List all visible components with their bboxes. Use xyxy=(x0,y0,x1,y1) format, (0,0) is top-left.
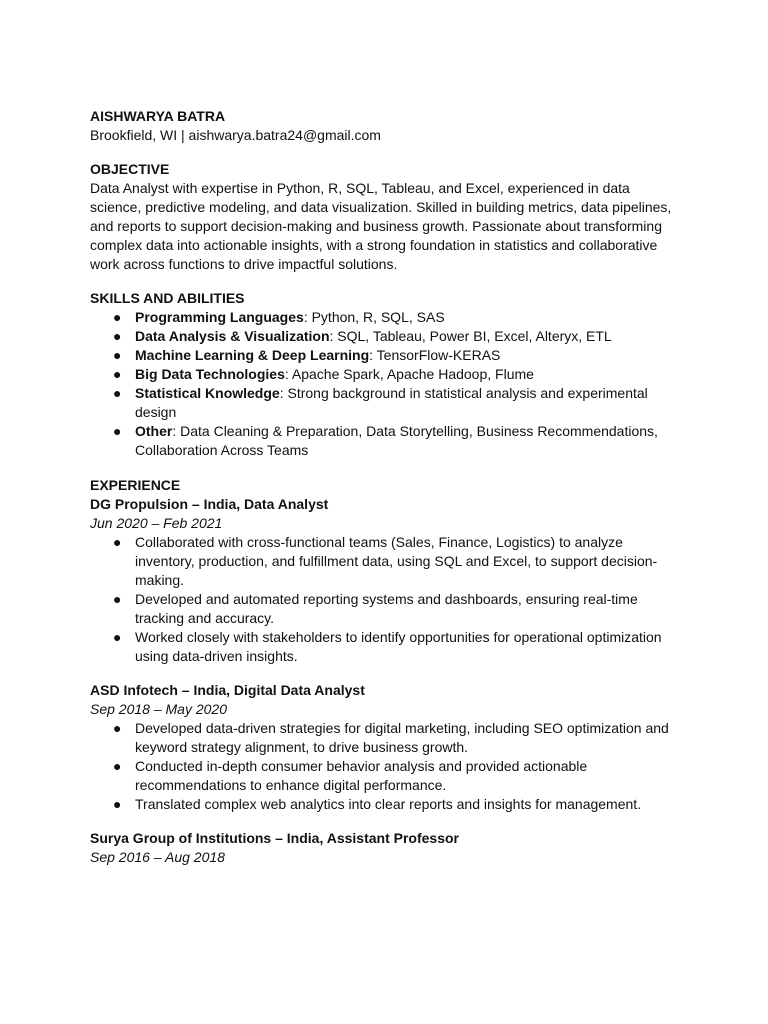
bullet-icon: ● xyxy=(113,534,122,550)
skill-item xyxy=(90,365,678,384)
job-title: ASD Infotech – India, Digital Data Analyst xyxy=(90,682,365,698)
skill-label: Data Analysis & Visualization xyxy=(135,328,330,344)
skill-text: : SQL, Tableau, Power BI, Excel, Alteryx, ETL xyxy=(329,328,612,344)
job-bullet xyxy=(90,719,678,757)
skill-text: : Data Cleaning & Preparation, Data Storytelling, Business Recommendations, Collaboration Across Teams xyxy=(135,423,658,458)
job-bullet-text: Conducted in-depth consumer behavior analysis and provided actionable recommendations to enhance digital performance. xyxy=(135,758,588,793)
bullet-icon: ● xyxy=(113,366,122,382)
bullet-icon: ● xyxy=(113,328,122,344)
contact-line: Brookfield, WI | aishwarya.batra24@gmail.com xyxy=(90,127,381,143)
job-bullet xyxy=(90,628,678,666)
job-entry xyxy=(90,829,678,867)
skill-item xyxy=(90,346,678,365)
skill-text: : TensorFlow-KERAS xyxy=(369,347,501,363)
bullet-icon: ● xyxy=(113,423,122,439)
skill-label: Statistical Knowledge xyxy=(135,385,280,401)
skill-text: : Apache Spark, Apache Hadoop, Flume xyxy=(284,366,534,382)
job-bullet xyxy=(90,533,678,590)
bullet-icon: ● xyxy=(113,720,122,736)
bullet-icon: ● xyxy=(113,309,122,325)
bullet-icon: ● xyxy=(113,796,122,812)
skill-label: Other xyxy=(135,423,173,439)
job-bullet-text: Collaborated with cross-functional teams (Sales, Finance, Logistics) to analyze inventory, production, and fulfillment data, using SQL and Excel, to support decision-making. xyxy=(135,534,658,588)
skill-text: : Strong background in statistical analysis and experimental design xyxy=(135,385,648,420)
bullet-icon: ● xyxy=(113,385,122,401)
skill-label: Big Data Technologies xyxy=(135,366,285,382)
job-bullet xyxy=(90,590,678,628)
job-bullets xyxy=(90,719,678,814)
job-title: DG Propulsion – India, Data Analyst xyxy=(90,496,329,512)
objective-text: Data Analyst with expertise in Python, R, SQL, Tableau, and Excel, experienced in data science, predictive modeling, and data visualization. Skilled in building metrics, data pipelines, and reports to support decision-making and business growth. Passionate about transforming complex data into actionable insights, with a strong foundation in statistics and collaborative work across functions to drive impactful solutions. xyxy=(90,180,672,272)
job-dates: Sep 2018 – May 2020 xyxy=(90,701,227,717)
job-bullet-text: Developed and automated reporting systems and dashboards, ensuring real-time tracking and accuracy. xyxy=(135,591,638,626)
job-bullet-text: Worked closely with stakeholders to identify opportunities for operational optimization using data-driven insights. xyxy=(135,629,662,664)
bullet-icon: ● xyxy=(113,629,122,645)
objective-heading: OBJECTIVE xyxy=(90,161,170,177)
skills-list xyxy=(90,308,678,460)
job-bullet-text: Developed data-driven strategies for digital marketing, including SEO optimization and keyword strategy alignment, to drive business growth. xyxy=(135,720,669,755)
job-entry xyxy=(90,495,678,666)
job-title: Surya Group of Institutions – India, Assistant Professor xyxy=(90,830,459,846)
job-entry xyxy=(90,681,678,814)
job-bullet-text: Translated complex web analytics into clear reports and insights for management. xyxy=(135,796,642,812)
bullet-icon: ● xyxy=(113,758,122,774)
skills-heading: SKILLS AND ABILITIES xyxy=(90,290,245,306)
skill-label: Machine Learning & Deep Learning xyxy=(135,347,370,363)
skill-item xyxy=(90,384,678,422)
experience-heading: EXPERIENCE xyxy=(90,477,181,493)
bullet-icon: ● xyxy=(113,347,122,363)
skill-item xyxy=(90,327,678,346)
skill-text: : Python, R, SQL, SAS xyxy=(303,309,445,325)
job-dates: Sep 2016 – Aug 2018 xyxy=(90,849,225,865)
skill-item xyxy=(90,422,678,460)
job-bullet xyxy=(90,795,678,814)
job-bullets xyxy=(90,533,678,666)
job-dates: Jun 2020 – Feb 2021 xyxy=(90,515,223,531)
job-bullet xyxy=(90,757,678,795)
bullet-icon: ● xyxy=(113,591,122,607)
skill-item xyxy=(90,308,678,327)
skill-label: Programming Languages xyxy=(135,309,304,325)
candidate-name: AISHWARYA BATRA xyxy=(90,108,226,124)
